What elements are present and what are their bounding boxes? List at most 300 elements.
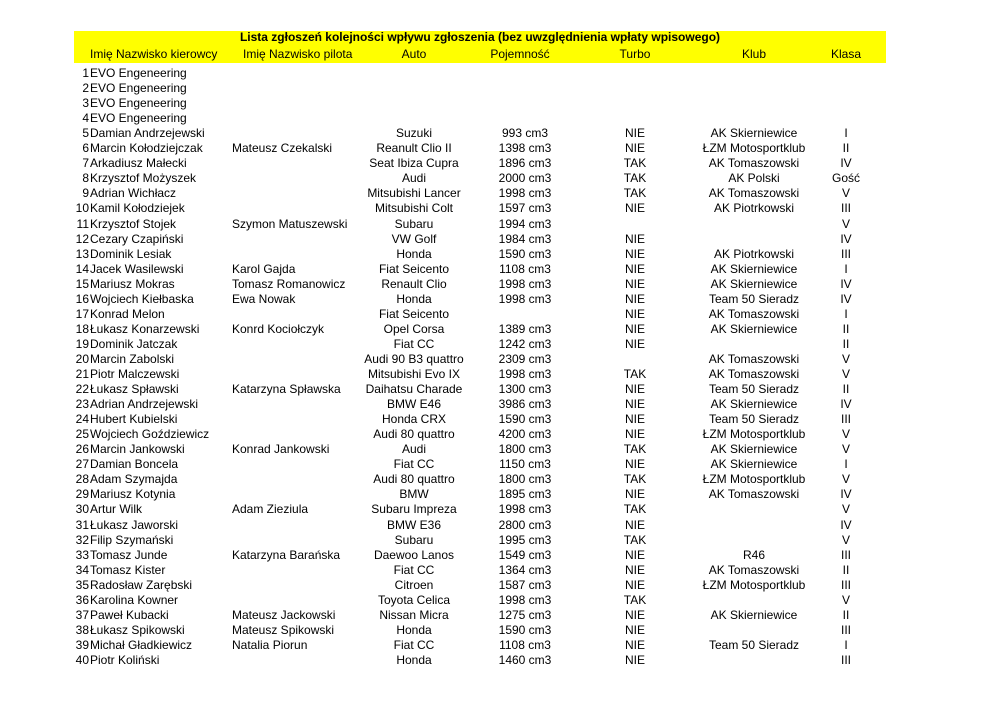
turbo-flag: TAK	[623, 472, 647, 487]
car-model: BMW E46	[386, 397, 441, 412]
class-label: II	[842, 336, 850, 351]
engine-capacity: 1597 cm3	[498, 201, 552, 216]
table-row	[0, 201, 992, 216]
engine-capacity: 1895 cm3	[498, 487, 552, 502]
engine-capacity: 1275 cm3	[498, 607, 552, 622]
row-number: 26	[75, 442, 89, 457]
car-model: Reanult Clio II	[376, 141, 452, 156]
driver-name: Jacek Wasilewski	[90, 261, 184, 276]
engine-capacity: 1896 cm3	[498, 156, 552, 171]
table-row	[0, 412, 992, 427]
driver-name: Piotr Malczewski	[90, 367, 180, 381]
table-row	[0, 563, 992, 578]
turbo-flag: TAK	[623, 532, 647, 547]
turbo-flag: NIE	[624, 622, 645, 637]
row-number: 3	[82, 96, 89, 111]
table-row	[0, 292, 992, 307]
class-label: III	[840, 547, 851, 562]
engine-capacity: 1460 cm3	[498, 652, 552, 667]
row-number: 33	[75, 547, 89, 562]
class-label: IV	[840, 487, 852, 502]
club-name: ŁZM Motosportklub	[702, 141, 806, 156]
driver-name: Paweł Kubacki	[90, 607, 169, 622]
car-model: Toyota Celica	[377, 592, 451, 607]
row-number: 20	[75, 351, 89, 366]
table-row	[0, 337, 992, 352]
driver-name: Mariusz Mokras	[90, 276, 175, 291]
table-row	[0, 232, 992, 247]
turbo-flag: NIE	[624, 487, 645, 502]
driver-name: Łukasz Spikowski	[90, 622, 185, 637]
engine-capacity: 1389 cm3	[498, 321, 552, 336]
turbo-flag: NIE	[624, 577, 645, 592]
table-row	[0, 66, 992, 81]
class-label: II	[842, 607, 850, 622]
class-label: I	[844, 457, 848, 472]
driver-name: Hubert Kubielski	[90, 412, 178, 427]
class-label: V	[841, 367, 850, 381]
row-number: 36	[75, 592, 89, 607]
row-number: 31	[75, 517, 89, 532]
engine-capacity: 1549 cm3	[498, 547, 552, 562]
row-number: 14	[75, 261, 89, 276]
club-name: Team 50 Sieradz	[708, 412, 800, 427]
pilot-name: Adam Zieziula	[232, 502, 309, 517]
pilot-name: Katarzyna Barańska	[232, 547, 341, 562]
car-model: Audi 90 B3 quattro	[364, 351, 464, 366]
driver-name: Łukasz Spławski	[90, 382, 179, 397]
table-row	[0, 111, 992, 126]
class-label: I	[844, 126, 848, 141]
pilot-name: Katarzyna Spławska	[232, 382, 341, 397]
driver-name: Karolina Kowner	[90, 592, 179, 607]
club-name: AK Polski	[728, 171, 780, 186]
club-name: AK Skierniewice	[710, 126, 798, 141]
club-name: ŁZM Motosportklub	[702, 472, 806, 487]
class-label: IV	[840, 397, 852, 412]
engine-capacity: 993 cm3	[501, 126, 549, 141]
row-number: 22	[75, 382, 89, 397]
car-model: Mitsubishi Lancer	[367, 186, 461, 201]
class-label: II	[842, 382, 850, 397]
pilot-name: Mateusz Czekalski	[232, 141, 333, 156]
club-name: AK Skierniewice	[710, 276, 798, 291]
car-model: Subaru Impreza	[371, 502, 457, 517]
turbo-flag: NIE	[624, 652, 645, 667]
driver-name: EVO Engeneering	[90, 81, 187, 96]
table-row	[0, 277, 992, 292]
turbo-flag: NIE	[624, 246, 645, 261]
table-row	[0, 533, 992, 548]
engine-capacity: 1998 cm3	[498, 186, 552, 201]
driver-name: Adam Szymajda	[90, 472, 178, 487]
driver-name: EVO Engeneering	[90, 111, 187, 126]
club-name: ŁZM Motosportklub	[702, 577, 806, 592]
row-number: 38	[75, 622, 89, 637]
class-label: I	[844, 261, 848, 276]
class-label: III	[840, 201, 851, 216]
row-number: 16	[75, 291, 89, 306]
club-name: AK Tomaszowski	[708, 487, 800, 502]
engine-capacity: 1800 cm3	[498, 442, 552, 457]
club-name: Team 50 Sieradz	[708, 637, 800, 652]
driver-name: Adrian Andrzejewski	[90, 397, 199, 412]
car-model: Fiat CC	[393, 562, 435, 577]
turbo-flag: TAK	[623, 502, 647, 517]
turbo-flag: NIE	[624, 547, 645, 562]
car-model: Suzuki	[395, 126, 433, 141]
engine-capacity: 1998 cm3	[498, 367, 552, 381]
car-model: Seat Ibiza Cupra	[369, 156, 459, 171]
club-name: R46	[742, 547, 765, 562]
driver-name: Piotr Koliński	[90, 652, 160, 667]
row-number: 17	[75, 306, 89, 321]
turbo-flag: NIE	[624, 141, 645, 156]
club-name: AK Tomaszowski	[708, 367, 800, 381]
car-model: Fiat Seicento	[378, 261, 450, 276]
driver-name: Arkadiusz Małecki	[90, 156, 187, 171]
driver-name: Tomasz Kister	[90, 562, 166, 577]
pilot-name: Tomasz Romanowicz	[232, 276, 346, 291]
table-row	[0, 427, 992, 442]
class-label: IV	[840, 291, 852, 306]
header-pilot: Imię Nazwisko pilota	[243, 47, 353, 61]
class-label: V	[841, 592, 850, 607]
driver-name: Damian Andrzejewski	[90, 126, 205, 141]
car-model: Fiat CC	[393, 457, 435, 472]
turbo-flag: TAK	[623, 186, 647, 201]
table-row	[0, 397, 992, 412]
sheet-title: Lista zgłoszeń kolejności wpływu zgłoszenia (bez uwzględnienia wpłaty wpisowego)	[239, 30, 721, 44]
row-number: 30	[75, 502, 89, 517]
driver-name: Wojciech Kiełbaska	[90, 291, 194, 306]
turbo-flag: NIE	[624, 231, 645, 246]
car-model: Daihatsu Charade	[365, 382, 463, 397]
header-class: Klasa	[830, 47, 862, 61]
row-number: 35	[75, 577, 89, 592]
club-name: Team 50 Sieradz	[708, 291, 800, 306]
table-row	[0, 247, 992, 262]
engine-capacity: 3986 cm3	[498, 397, 552, 412]
club-name: AK Tomaszowski	[708, 562, 800, 577]
turbo-flag: NIE	[624, 306, 645, 321]
club-name: AK Tomaszowski	[708, 306, 800, 321]
table-row	[0, 653, 992, 668]
row-number: 13	[75, 246, 89, 261]
row-number: 5	[82, 126, 89, 141]
car-model: Fiat CC	[393, 336, 435, 351]
driver-name: Marcin Zabolski	[90, 351, 175, 366]
car-model: Fiat Seicento	[378, 306, 450, 321]
car-model: Audi	[401, 171, 427, 186]
car-model: Citroen	[394, 577, 434, 592]
driver-name: Damian Boncela	[90, 457, 179, 472]
car-model: VW Golf	[391, 231, 437, 246]
turbo-flag: NIE	[624, 427, 645, 442]
car-model: Mitsubishi Evo IX	[367, 367, 461, 381]
row-number: 40	[75, 652, 89, 667]
row-number: 1	[82, 66, 89, 80]
class-label: V	[841, 427, 850, 442]
row-number: 2	[82, 81, 89, 96]
club-name: AK Skierniewice	[710, 457, 798, 472]
table-row	[0, 186, 992, 201]
engine-capacity: 1108 cm3	[499, 637, 551, 652]
table-row	[0, 262, 992, 277]
pilot-name: Karol Gajda	[232, 261, 296, 276]
turbo-flag: NIE	[624, 412, 645, 427]
engine-capacity: 1998 cm3	[498, 291, 552, 306]
car-model: Honda	[396, 652, 432, 667]
row-number: 4	[82, 111, 89, 126]
header-club: Klub	[741, 47, 767, 61]
row-number: 11	[76, 216, 89, 231]
table-row	[0, 171, 992, 186]
row-number: 29	[75, 487, 89, 502]
class-label: V	[841, 532, 850, 547]
row-number: 37	[75, 607, 89, 622]
engine-capacity: 1590 cm3	[498, 412, 552, 427]
header-auto: Auto	[401, 47, 427, 61]
turbo-flag: TAK	[623, 592, 647, 607]
engine-capacity: 1590 cm3	[498, 622, 552, 637]
car-model: Daewoo Lanos	[373, 547, 455, 562]
class-label: V	[841, 216, 850, 231]
pilot-name: Mateusz Spikowski	[232, 622, 335, 637]
engine-capacity: 2000 cm3	[498, 171, 552, 186]
driver-name: Krzysztof Możyszek	[90, 171, 197, 186]
table-row	[0, 518, 992, 533]
club-name: AK Piotrkowski	[713, 246, 795, 261]
table-row	[0, 457, 992, 472]
club-name: AK Piotrkowski	[713, 201, 795, 216]
driver-name: Mariusz Kotynia	[90, 487, 176, 502]
pilot-name: Natalia Piorun	[232, 637, 308, 652]
row-number: 9	[82, 186, 89, 201]
table-row	[0, 442, 992, 457]
driver-name: Wojciech Goździewicz	[90, 427, 210, 442]
engine-capacity: 1998 cm3	[498, 276, 552, 291]
car-model: BMW E36	[386, 517, 441, 532]
club-name: ŁZM Motosportklub	[702, 427, 806, 442]
class-label: IV	[840, 231, 852, 246]
row-number: 27	[75, 457, 89, 472]
class-label: V	[841, 351, 850, 366]
car-model: Mitsubishi Colt	[374, 201, 454, 216]
class-label: Gość	[831, 171, 860, 186]
driver-name: Kamil Kołodziejek	[90, 201, 185, 216]
table-row	[0, 217, 992, 232]
driver-name: Łukasz Konarzewski	[90, 321, 200, 336]
driver-name: Dominik Lesiak	[90, 246, 172, 261]
class-label: IV	[840, 276, 852, 291]
car-model: Audi	[401, 442, 427, 457]
club-name: AK Tomaszowski	[708, 186, 800, 201]
engine-capacity: 1398 cm3	[498, 141, 552, 156]
pilot-name: Konrad Jankowski	[232, 442, 330, 457]
turbo-flag: NIE	[624, 457, 645, 472]
turbo-flag: NIE	[624, 517, 645, 532]
table-row	[0, 352, 992, 367]
car-model: Nissan Micra	[379, 607, 449, 622]
driver-name: Cezary Czapiński	[90, 231, 184, 246]
table-row	[0, 623, 992, 638]
turbo-flag: NIE	[624, 562, 645, 577]
table-row	[0, 638, 992, 653]
turbo-flag: TAK	[623, 171, 647, 186]
class-label: III	[840, 622, 851, 637]
row-number: 23	[75, 397, 89, 412]
row-number: 25	[75, 427, 89, 442]
class-label: V	[841, 502, 850, 517]
car-model: Opel Corsa	[383, 321, 445, 336]
turbo-flag: NIE	[624, 321, 645, 336]
row-number: 8	[82, 171, 89, 186]
class-label: IV	[840, 156, 852, 171]
driver-name: EVO Engeneering	[90, 96, 187, 111]
row-number: 39	[75, 637, 89, 652]
table-row	[0, 367, 992, 382]
turbo-flag: NIE	[624, 291, 645, 306]
turbo-flag: NIE	[624, 276, 645, 291]
engine-capacity: 1590 cm3	[498, 246, 552, 261]
turbo-flag: TAK	[623, 442, 647, 457]
driver-name: Michał Gładkiewicz	[90, 637, 193, 652]
club-name: AK Skierniewice	[710, 261, 798, 276]
table-row	[0, 156, 992, 171]
driver-name: Tomasz Junde	[90, 547, 168, 562]
table-row	[0, 126, 992, 141]
driver-name: EVO Engeneering	[90, 66, 187, 80]
header-driver: Imię Nazwisko kierowcy	[90, 47, 218, 61]
row-number: 28	[75, 472, 89, 487]
row-number: 7	[82, 156, 89, 171]
row-number: 18	[75, 321, 89, 336]
turbo-flag: NIE	[624, 397, 645, 412]
pilot-name: Mateusz Jackowski	[232, 607, 336, 622]
car-model: Subaru	[394, 532, 434, 547]
table-row	[0, 487, 992, 502]
turbo-flag: NIE	[624, 126, 645, 141]
table-row	[0, 472, 992, 487]
engine-capacity: 1998 cm3	[498, 502, 552, 517]
driver-name: Dominik Jatczak	[90, 336, 178, 351]
pilot-name: Szymon Matuszewski	[232, 216, 348, 231]
car-model: Honda CRX	[381, 412, 447, 427]
turbo-flag: NIE	[624, 382, 645, 397]
turbo-flag: NIE	[624, 261, 645, 276]
table-row	[0, 307, 992, 322]
car-model: BMW	[399, 487, 429, 502]
class-label: III	[840, 246, 851, 261]
class-label: III	[840, 412, 851, 427]
table-row	[0, 502, 992, 517]
car-model: Audi 80 quattro	[373, 427, 455, 442]
class-label: V	[841, 472, 850, 487]
turbo-flag: TAK	[623, 156, 647, 171]
table-row	[0, 578, 992, 593]
driver-name: Artur Wilk	[90, 502, 142, 517]
row-number: 15	[75, 276, 89, 291]
turbo-flag: NIE	[624, 201, 645, 216]
turbo-flag: NIE	[624, 637, 645, 652]
club-name: AK Tomaszowski	[708, 156, 800, 171]
row-number: 6	[82, 141, 89, 156]
engine-capacity: 1800 cm3	[498, 472, 552, 487]
pilot-name: Konrd Kociołczyk	[232, 321, 325, 336]
turbo-flag: TAK	[623, 367, 647, 381]
class-label: V	[841, 442, 850, 457]
engine-capacity: 1995 cm3	[498, 532, 552, 547]
driver-name: Filip Szymański	[90, 532, 174, 547]
car-model: Honda	[396, 622, 432, 637]
row-number: 24	[75, 412, 89, 427]
header-capacity: Pojemność	[490, 47, 550, 61]
car-model: Renault Clio	[381, 276, 447, 291]
turbo-flag: NIE	[624, 607, 645, 622]
car-model: Subaru	[394, 216, 434, 231]
table-row	[0, 141, 992, 156]
club-name: AK Skierniewice	[710, 607, 798, 622]
driver-name: Radosław Zarębski	[90, 577, 193, 592]
driver-name: Marcin Jankowski	[90, 442, 185, 457]
table-row	[0, 96, 992, 111]
club-name: AK Tomaszowski	[708, 351, 800, 366]
row-number: 34	[75, 562, 89, 577]
driver-name: Konrad Melon	[90, 306, 165, 321]
class-label: III	[840, 577, 851, 592]
class-label: II	[842, 562, 850, 577]
engine-capacity: 1994 cm3	[498, 216, 552, 231]
table-row	[0, 608, 992, 623]
engine-capacity: 2800 cm3	[498, 517, 552, 532]
engine-capacity: 1984 cm3	[498, 231, 552, 246]
driver-name: Adrian Wichłacz	[90, 186, 177, 201]
class-label: II	[842, 141, 850, 156]
engine-capacity: 1108 cm3	[499, 261, 551, 276]
row-number: 21	[75, 367, 89, 381]
club-name: Team 50 Sieradz	[708, 382, 800, 397]
pilot-name: Ewa Nowak	[232, 291, 296, 306]
row-number: 19	[75, 336, 89, 351]
header-turbo: Turbo	[619, 47, 651, 61]
row-number: 10	[75, 201, 89, 216]
table-row	[0, 593, 992, 608]
table-row	[0, 382, 992, 397]
engine-capacity: 1150 cm3	[499, 457, 551, 472]
row-number: 12	[75, 231, 89, 246]
engine-capacity: 1998 cm3	[498, 592, 552, 607]
table-row	[0, 322, 992, 337]
driver-name: Marcin Kołodziejczak	[90, 141, 203, 156]
class-label: I	[844, 637, 848, 652]
club-name: AK Skierniewice	[710, 321, 798, 336]
table-row	[0, 81, 992, 96]
club-name: AK Skierniewice	[710, 442, 798, 457]
car-model: Fiat CC	[393, 637, 435, 652]
turbo-flag: NIE	[624, 336, 645, 351]
class-label: II	[842, 321, 850, 336]
class-label: I	[844, 306, 848, 321]
club-name: AK Skierniewice	[710, 397, 798, 412]
class-label: V	[841, 186, 850, 201]
engine-capacity: 1364 cm3	[498, 562, 552, 577]
class-label: IV	[840, 517, 852, 532]
driver-name: Krzysztof Stojek	[90, 216, 177, 231]
car-model: Audi 80 quattro	[373, 472, 455, 487]
engine-capacity: 1242 cm3	[498, 336, 552, 351]
engine-capacity: 1300 cm3	[498, 382, 552, 397]
